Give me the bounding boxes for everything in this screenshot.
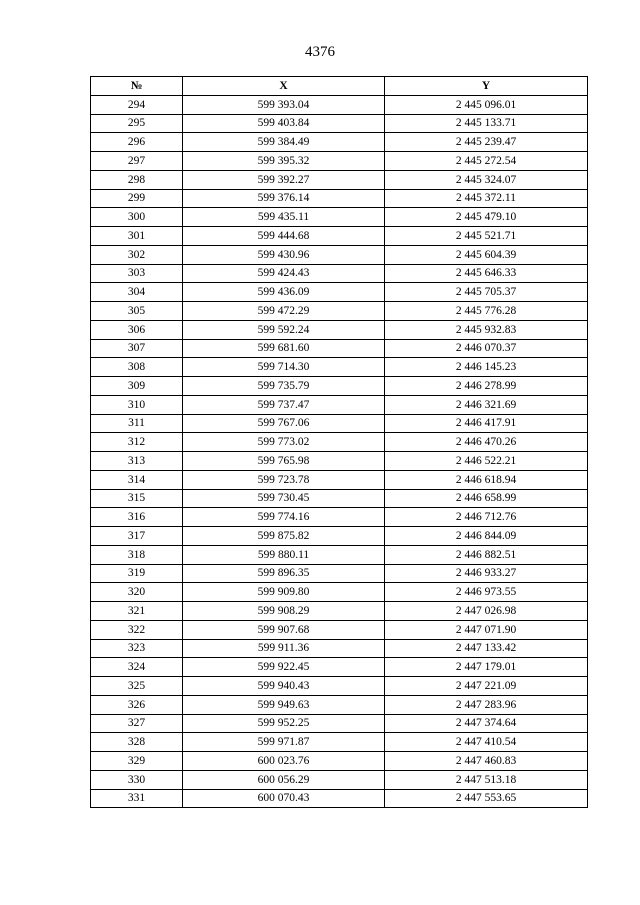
cell-y: 2 447 513.18 xyxy=(385,770,588,789)
cell-x: 599 424.43 xyxy=(183,264,385,283)
table-row xyxy=(91,752,588,771)
table-row xyxy=(91,339,588,358)
cell-x: 599 908.29 xyxy=(183,602,385,621)
cell-number: 328 xyxy=(91,733,183,752)
table-row xyxy=(91,639,588,658)
cell-number: 321 xyxy=(91,602,183,621)
cell-x: 599 911.36 xyxy=(183,639,385,658)
cell-x: 599 735.79 xyxy=(183,377,385,396)
cell-number: 317 xyxy=(91,527,183,546)
table-row xyxy=(91,508,588,527)
table-row xyxy=(91,358,588,377)
table-row xyxy=(91,189,588,208)
cell-y: 2 446 321.69 xyxy=(385,395,588,414)
table-header-row xyxy=(91,77,588,96)
cell-number: 326 xyxy=(91,695,183,714)
cell-x: 599 773.02 xyxy=(183,433,385,452)
table-row xyxy=(91,114,588,133)
table-body xyxy=(91,95,588,808)
page-number: 4376 xyxy=(305,44,335,60)
table-row xyxy=(91,545,588,564)
table-row xyxy=(91,133,588,152)
cell-number: 327 xyxy=(91,714,183,733)
cell-number: 325 xyxy=(91,677,183,696)
cell-x: 599 922.45 xyxy=(183,658,385,677)
cell-x: 599 765.98 xyxy=(183,452,385,471)
cell-number: 315 xyxy=(91,489,183,508)
cell-number: 330 xyxy=(91,770,183,789)
cell-y: 2 445 776.28 xyxy=(385,302,588,321)
cell-y: 2 447 221.09 xyxy=(385,677,588,696)
cell-x: 599 971.87 xyxy=(183,733,385,752)
cell-x: 599 730.45 xyxy=(183,489,385,508)
cell-number: 300 xyxy=(91,208,183,227)
table-row xyxy=(91,770,588,789)
cell-y: 2 447 026.98 xyxy=(385,602,588,621)
cell-x: 599 592.24 xyxy=(183,320,385,339)
cell-y: 2 447 071.90 xyxy=(385,620,588,639)
cell-x: 599 952.25 xyxy=(183,714,385,733)
table-row xyxy=(91,789,588,808)
table-row xyxy=(91,170,588,189)
cell-y: 2 446 933.27 xyxy=(385,564,588,583)
cell-x: 599 880.11 xyxy=(183,545,385,564)
cell-x: 599 430.96 xyxy=(183,245,385,264)
cell-y: 2 446 070.37 xyxy=(385,339,588,358)
cell-number: 311 xyxy=(91,414,183,433)
cell-x: 599 472.29 xyxy=(183,302,385,321)
cell-x: 599 376.14 xyxy=(183,189,385,208)
cell-x: 599 403.84 xyxy=(183,114,385,133)
cell-y: 2 445 372.11 xyxy=(385,189,588,208)
cell-y: 2 447 133.42 xyxy=(385,639,588,658)
table-row xyxy=(91,620,588,639)
cell-y: 2 447 553.65 xyxy=(385,789,588,808)
table-row xyxy=(91,583,588,602)
cell-x: 599 774.16 xyxy=(183,508,385,527)
cell-y: 2 447 374.64 xyxy=(385,714,588,733)
cell-y: 2 447 283.96 xyxy=(385,695,588,714)
cell-number: 301 xyxy=(91,227,183,246)
cell-number: 294 xyxy=(91,95,183,114)
cell-number: 331 xyxy=(91,789,183,808)
cell-y: 2 446 844.09 xyxy=(385,527,588,546)
cell-number: 297 xyxy=(91,152,183,171)
cell-y: 2 445 324.07 xyxy=(385,170,588,189)
cell-y: 2 447 410.54 xyxy=(385,733,588,752)
cell-x: 599 393.04 xyxy=(183,95,385,114)
table-row xyxy=(91,733,588,752)
cell-x: 599 767.06 xyxy=(183,414,385,433)
cell-y: 2 447 460.83 xyxy=(385,752,588,771)
cell-y: 2 446 417.91 xyxy=(385,414,588,433)
table-row xyxy=(91,95,588,114)
cell-y: 2 445 239.47 xyxy=(385,133,588,152)
cell-x: 599 723.78 xyxy=(183,470,385,489)
cell-y: 2 446 712.76 xyxy=(385,508,588,527)
cell-x: 599 395.32 xyxy=(183,152,385,171)
table-row xyxy=(91,714,588,733)
table-row xyxy=(91,395,588,414)
cell-number: 316 xyxy=(91,508,183,527)
cell-x: 599 737.47 xyxy=(183,395,385,414)
cell-x: 599 909.80 xyxy=(183,583,385,602)
cell-y: 2 446 470.26 xyxy=(385,433,588,452)
table-row xyxy=(91,414,588,433)
cell-y: 2 446 658.99 xyxy=(385,489,588,508)
cell-x: 599 714.30 xyxy=(183,358,385,377)
cell-y: 2 447 179.01 xyxy=(385,658,588,677)
cell-number: 320 xyxy=(91,583,183,602)
table-row xyxy=(91,264,588,283)
cell-y: 2 446 882.51 xyxy=(385,545,588,564)
cell-y: 2 445 272.54 xyxy=(385,152,588,171)
cell-number: 324 xyxy=(91,658,183,677)
cell-number: 312 xyxy=(91,433,183,452)
cell-y: 2 446 278.99 xyxy=(385,377,588,396)
cell-number: 298 xyxy=(91,170,183,189)
cell-number: 313 xyxy=(91,452,183,471)
cell-y: 2 445 096.01 xyxy=(385,95,588,114)
table-row xyxy=(91,695,588,714)
cell-y: 2 445 133.71 xyxy=(385,114,588,133)
table-row xyxy=(91,245,588,264)
table-row xyxy=(91,452,588,471)
table-row xyxy=(91,152,588,171)
cell-number: 310 xyxy=(91,395,183,414)
table-row xyxy=(91,602,588,621)
cell-number: 322 xyxy=(91,620,183,639)
table-row xyxy=(91,658,588,677)
cell-number: 306 xyxy=(91,320,183,339)
header-number: № xyxy=(91,77,183,96)
cell-x: 600 023.76 xyxy=(183,752,385,771)
cell-number: 329 xyxy=(91,752,183,771)
cell-y: 2 445 521.71 xyxy=(385,227,588,246)
cell-y: 2 445 646.33 xyxy=(385,264,588,283)
cell-x: 599 444.68 xyxy=(183,227,385,246)
table-row xyxy=(91,470,588,489)
cell-number: 302 xyxy=(91,245,183,264)
cell-number: 305 xyxy=(91,302,183,321)
cell-number: 295 xyxy=(91,114,183,133)
cell-x: 599 940.43 xyxy=(183,677,385,696)
cell-x: 600 056.29 xyxy=(183,770,385,789)
cell-y: 2 446 973.55 xyxy=(385,583,588,602)
cell-x: 599 392.27 xyxy=(183,170,385,189)
table-row xyxy=(91,677,588,696)
cell-y: 2 445 932.83 xyxy=(385,320,588,339)
cell-y: 2 446 618.94 xyxy=(385,470,588,489)
cell-number: 304 xyxy=(91,283,183,302)
table-row xyxy=(91,377,588,396)
cell-y: 2 445 705.37 xyxy=(385,283,588,302)
cell-x: 599 907.68 xyxy=(183,620,385,639)
cell-y: 2 445 479.10 xyxy=(385,208,588,227)
cell-number: 308 xyxy=(91,358,183,377)
table-row xyxy=(91,320,588,339)
cell-x: 599 949.63 xyxy=(183,695,385,714)
cell-number: 299 xyxy=(91,189,183,208)
cell-number: 296 xyxy=(91,133,183,152)
header-x: X xyxy=(183,77,385,96)
table-row xyxy=(91,564,588,583)
cell-number: 318 xyxy=(91,545,183,564)
cell-x: 599 896.35 xyxy=(183,564,385,583)
table-row xyxy=(91,283,588,302)
cell-y: 2 446 145.23 xyxy=(385,358,588,377)
cell-x: 599 875.82 xyxy=(183,527,385,546)
cell-number: 309 xyxy=(91,377,183,396)
cell-y: 2 446 522.21 xyxy=(385,452,588,471)
table-row xyxy=(91,527,588,546)
cell-number: 323 xyxy=(91,639,183,658)
cell-x: 599 681.60 xyxy=(183,339,385,358)
cell-number: 307 xyxy=(91,339,183,358)
header-y: Y xyxy=(385,77,588,96)
cell-x: 599 384.49 xyxy=(183,133,385,152)
table-row xyxy=(91,489,588,508)
cell-x: 599 435.11 xyxy=(183,208,385,227)
coordinates-table xyxy=(90,76,588,808)
cell-number: 314 xyxy=(91,470,183,489)
cell-number: 303 xyxy=(91,264,183,283)
table-row xyxy=(91,208,588,227)
cell-x: 600 070.43 xyxy=(183,789,385,808)
cell-y: 2 445 604.39 xyxy=(385,245,588,264)
table-row xyxy=(91,227,588,246)
table-row xyxy=(91,433,588,452)
cell-number: 319 xyxy=(91,564,183,583)
cell-x: 599 436.09 xyxy=(183,283,385,302)
table-row xyxy=(91,302,588,321)
